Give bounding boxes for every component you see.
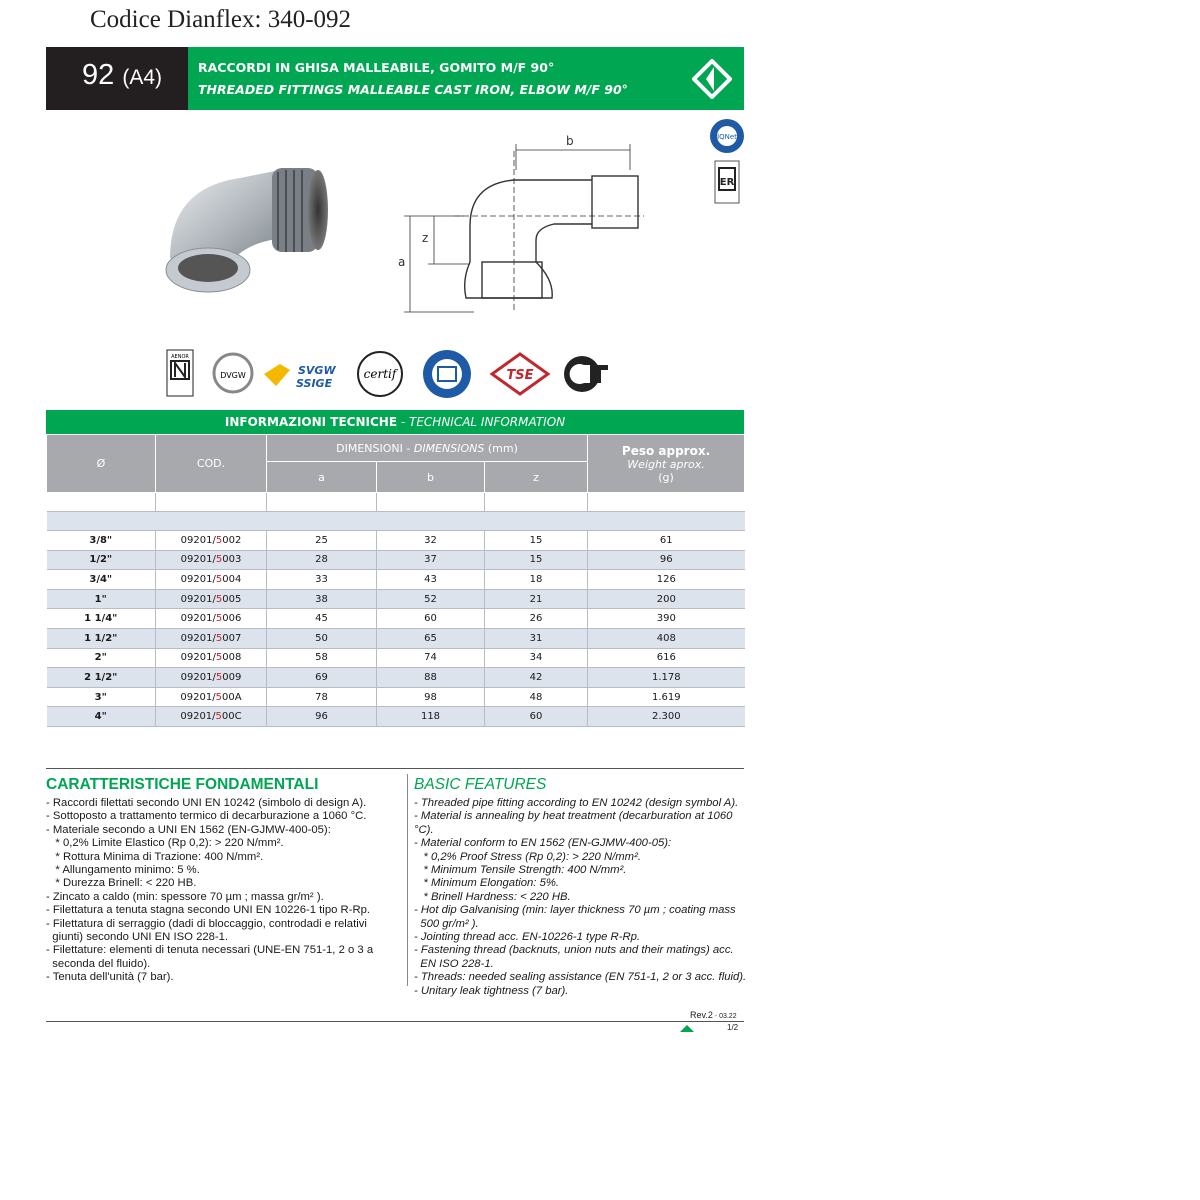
- aenor-text: AENOR: [171, 354, 189, 360]
- feature-item: - Material conform to EN 1562 (EN-GJMW-400-05):: [414, 837, 672, 850]
- code-prefix: 09201/: [180, 691, 216, 703]
- table-row: [47, 589, 745, 609]
- cell-z: 15: [485, 531, 588, 551]
- cell-diameter: 4": [47, 707, 156, 727]
- series-number: 92: [82, 59, 115, 91]
- feature-item: * Rottura Minima di Trazione: 400 N/mm².: [46, 850, 264, 863]
- code-prefix: 09201/: [180, 593, 216, 605]
- svgw-text: SVGW: [298, 364, 336, 377]
- code-highlight: 5: [215, 534, 223, 546]
- er-text: ER: [719, 177, 735, 188]
- feature-item: - Hot dip Galvanising (min: layer thickness 70 µm ; coating mass 500 gr/m² ).: [414, 904, 736, 930]
- feature-item: - Unitary leak tightness (7 bar).: [414, 984, 569, 997]
- svgw-cert-icon: [262, 360, 342, 390]
- feature-item: * Brinell Hardness: < 220 HB.: [414, 890, 571, 903]
- cell-diameter: 3": [47, 687, 156, 707]
- feature-item: - Filettatura a tenuta stagna secondo UNI EN 10226-1 tipo R-Rp.: [46, 904, 371, 917]
- code-prefix: 09201/: [180, 613, 216, 625]
- cell-b: 88: [377, 668, 485, 688]
- cell-code: [156, 609, 267, 629]
- dims-sep: -: [402, 441, 414, 455]
- feature-item: - Threads: needed sealing assistance (EN 751-1, 2 or 3 acc. fluid).: [414, 971, 747, 984]
- code-highlight: 5: [215, 671, 223, 683]
- cell-diameter: 1 1/2": [47, 628, 156, 648]
- certif-text: certif: [363, 367, 397, 381]
- revision-label: Rev.2 - 03.22: [690, 1010, 737, 1020]
- col-b-header: b: [377, 462, 485, 493]
- cell-z: 21: [485, 589, 588, 609]
- dims-unit: (mm): [487, 441, 518, 455]
- cell-a: 45: [267, 609, 377, 629]
- feature-item: * 0,2% Limite Elastico (Rp 0,2): > 220 N/mm².: [46, 837, 284, 850]
- cell-a: 38: [267, 589, 377, 609]
- iqnet-cert-icon: [709, 118, 745, 154]
- col-z-header: z: [485, 462, 588, 493]
- table-row: [47, 687, 745, 707]
- cell-z: 15: [485, 550, 588, 570]
- feature-item: - Materiale secondo a UNI EN 1562 (EN-GJMW-400-05):: [46, 823, 331, 836]
- cell-weight: 408: [588, 628, 745, 648]
- features-list-english: [414, 797, 750, 998]
- feature-item: - Fastening thread (backnuts, union nuts and their matings) acc. EN ISO 228-1.: [414, 944, 734, 970]
- code-suffix: 003: [222, 554, 242, 566]
- dim-z-label: z: [422, 231, 429, 245]
- cell-diameter: 2": [47, 648, 156, 668]
- cell-a: 58: [267, 648, 377, 668]
- cell-a: 96: [267, 707, 377, 727]
- table-row: [47, 550, 745, 570]
- cell-z: 48: [485, 687, 588, 707]
- code-prefix: 09201/: [180, 652, 216, 664]
- cell-weight: 2.300: [588, 707, 745, 727]
- cell-diameter: 2 1/2": [47, 668, 156, 688]
- cell-weight: 1.619: [588, 687, 745, 707]
- table-spacer-row: [47, 493, 745, 512]
- ssige-text: SSIGE: [296, 377, 333, 390]
- cell-diameter: 1/2": [47, 550, 156, 570]
- cell-weight: 616: [588, 648, 745, 668]
- cell-code: [156, 687, 267, 707]
- dvgw-text: DVGW: [220, 371, 246, 380]
- code-highlight: 5: [215, 613, 223, 625]
- code-suffix: 00C: [221, 711, 242, 723]
- code-prefix: 09201/: [180, 554, 216, 566]
- page-number: 1/2: [727, 1023, 739, 1032]
- cell-weight: 126: [588, 570, 745, 590]
- cell-a: 78: [267, 687, 377, 707]
- code-prefix: 09201/: [180, 671, 216, 683]
- technical-table: [46, 434, 745, 727]
- code-highlight: 5: [215, 652, 223, 664]
- tech-band-italian: INFORMAZIONI TECNICHE: [224, 415, 398, 429]
- table-row: [47, 570, 745, 590]
- title-banner: [188, 47, 744, 110]
- weight-italian: Peso approx.: [621, 443, 711, 458]
- dvgw-cert-icon: [212, 352, 254, 394]
- col-dimensions-header: [267, 435, 588, 462]
- cell-z: 60: [485, 707, 588, 727]
- cell-code: [156, 628, 267, 648]
- cell-z: 31: [485, 628, 588, 648]
- feature-item: - Zincato a caldo (min: spessore 70 µm ; massa gr/m² ).: [46, 890, 324, 903]
- cell-diameter: 1": [47, 589, 156, 609]
- feature-item: - Raccordi filettati secondo UNI EN 10242 (simbolo di design A).: [46, 797, 367, 809]
- cell-a: 28: [267, 550, 377, 570]
- iqnet-text: IQNet: [717, 133, 737, 141]
- table-row: [47, 707, 745, 727]
- code-highlight: 5: [215, 632, 223, 644]
- code-suffix: 007: [222, 632, 242, 644]
- cell-z: 34: [485, 648, 588, 668]
- code-suffix: 002: [222, 534, 242, 546]
- cell-b: 52: [377, 589, 485, 609]
- code-highlight: 5: [215, 554, 223, 566]
- features-title-italian: CARATTERISTICHE FONDAMENTALI: [46, 776, 319, 793]
- series-variant: (A4): [122, 66, 163, 89]
- cell-b: 43: [377, 570, 485, 590]
- elbow-technical-drawing: [394, 130, 654, 320]
- cell-diameter: 1 1/4": [47, 609, 156, 629]
- certif-cert-icon: [356, 350, 404, 398]
- weight-unit: (g): [658, 470, 674, 484]
- feature-item: - Sottoposto a trattamento termico di decarburazione a 1060 °C.: [46, 810, 367, 823]
- code-prefix: 09201/: [180, 534, 216, 546]
- features-divider-top: [46, 768, 744, 769]
- weight-english: Weight aprox.: [627, 457, 705, 471]
- elbow-photo: [160, 158, 328, 294]
- features-column-divider: [407, 774, 408, 986]
- cell-diameter: 3/8": [47, 531, 156, 551]
- code-suffix: 009: [222, 671, 242, 683]
- code-prefix: 09201/: [180, 632, 216, 644]
- code-prefix: 09201/: [180, 711, 216, 723]
- tech-band-english: TECHNICAL INFORMATION: [409, 415, 566, 429]
- feature-item: - Filettature: elementi di tenuta necessari (UNE-EN 751-1, 2 o 3 a seconda del fluido).: [46, 944, 374, 970]
- col-weight-header: [588, 435, 745, 493]
- table-row: [47, 648, 745, 668]
- feature-item: - Filettatura di serraggio (dadi di bloccaggio, controdadi e relativi giunti) secondo UNI EN ISO 228-1.: [46, 917, 367, 944]
- dims-italian: DIMENSIONI: [336, 441, 403, 455]
- cell-a: 69: [267, 668, 377, 688]
- table-row: [47, 609, 745, 629]
- feature-item: - Material is annealing by heat treatment (decarburation at 1060 °C).: [414, 810, 736, 836]
- feature-item: * 0,2% Proof Stress (Rp 0,2): > 220 N/mm².: [414, 850, 641, 863]
- gost-cert-icon: [562, 353, 612, 395]
- footer-divider: [46, 1021, 744, 1022]
- code-highlight: 5: [215, 691, 222, 703]
- code-suffix: 008: [222, 652, 242, 664]
- cell-weight: 390: [588, 609, 745, 629]
- cell-a: 50: [267, 628, 377, 648]
- cell-weight: 96: [588, 550, 745, 570]
- table-row: [47, 628, 745, 648]
- cell-weight: 1.178: [588, 668, 745, 688]
- cell-z: 42: [485, 668, 588, 688]
- code-highlight: 5: [215, 593, 223, 605]
- feature-item: * Minimum Elongation: 5%.: [414, 877, 560, 890]
- revision-date: 03.22: [719, 1013, 737, 1020]
- chevron-up-icon: [680, 1024, 694, 1032]
- revision: Rev.2: [690, 1010, 713, 1020]
- cell-weight: 200: [588, 589, 745, 609]
- cell-a: 33: [267, 570, 377, 590]
- cell-b: 74: [377, 648, 485, 668]
- cell-b: 98: [377, 687, 485, 707]
- tse-text: TSE: [506, 368, 534, 383]
- tse-cert-icon: [490, 352, 550, 396]
- feature-item: * Minimum Tensile Strength: 400 N/mm².: [414, 864, 627, 877]
- er-cert-icon: [714, 160, 740, 204]
- feature-item: - Threaded pipe fitting according to EN 10242 (design symbol A).: [414, 797, 739, 809]
- cell-code: [156, 570, 267, 590]
- cell-z: 26: [485, 609, 588, 629]
- product-code-label: Codice Dianflex: 340-092: [90, 6, 352, 33]
- dims-english: DIMENSIONS: [413, 441, 485, 455]
- cell-weight: 61: [588, 531, 745, 551]
- col-a-header: a: [267, 462, 377, 493]
- cell-a: 25: [267, 531, 377, 551]
- feature-item: * Durezza Brinell: < 220 HB.: [46, 877, 197, 890]
- cell-code: [156, 707, 267, 727]
- cell-b: 32: [377, 531, 485, 551]
- feature-item: - Jointing thread acc. EN-10226-1 type R-Rp.: [414, 931, 641, 944]
- table-row: [47, 668, 745, 688]
- table-spacer-row: [47, 512, 745, 531]
- technical-info-band: [46, 410, 744, 434]
- cell-code: [156, 668, 267, 688]
- tech-band-sep: -: [397, 415, 410, 429]
- title-italian: RACCORDI IN GHISA MALLEABILE, GOMITO M/F 90°: [198, 60, 555, 75]
- cell-code: [156, 531, 267, 551]
- cell-diameter: 3/4": [47, 570, 156, 590]
- pzh-cert-icon: [422, 349, 472, 399]
- code-suffix: 00A: [221, 691, 242, 703]
- cell-code: [156, 589, 267, 609]
- code-prefix: 09201/: [180, 573, 216, 585]
- table-row: [47, 531, 745, 551]
- title-english: THREADED FITTINGS MALLEABLE CAST IRON, ELBOW M/F 90°: [198, 82, 628, 97]
- features-list-italian: [46, 797, 400, 985]
- series-badge: [46, 47, 188, 110]
- col-code-header: COD.: [156, 435, 267, 493]
- aenor-cert-icon: [166, 349, 194, 397]
- code-suffix: 005: [222, 593, 242, 605]
- dim-a-label: a: [398, 255, 406, 269]
- code-highlight: 5: [215, 573, 223, 585]
- feature-item: - Tenuta dell'unità (7 bar).: [46, 971, 174, 984]
- dim-b-label: b: [566, 134, 574, 148]
- feature-item: * Allungamento minimo: 5 %.: [46, 864, 200, 877]
- cell-b: 118: [377, 707, 485, 727]
- brand-diamond-icon: [692, 59, 732, 99]
- features-title-english: BASIC FEATURES: [414, 776, 547, 793]
- code-highlight: 5: [215, 711, 222, 723]
- cell-code: [156, 550, 267, 570]
- cell-code: [156, 648, 267, 668]
- code-suffix: 006: [222, 613, 242, 625]
- cell-z: 18: [485, 570, 588, 590]
- col-diameter-header: Ø: [47, 435, 156, 493]
- cell-b: 37: [377, 550, 485, 570]
- code-suffix: 004: [222, 573, 242, 585]
- cell-b: 60: [377, 609, 485, 629]
- cell-b: 65: [377, 628, 485, 648]
